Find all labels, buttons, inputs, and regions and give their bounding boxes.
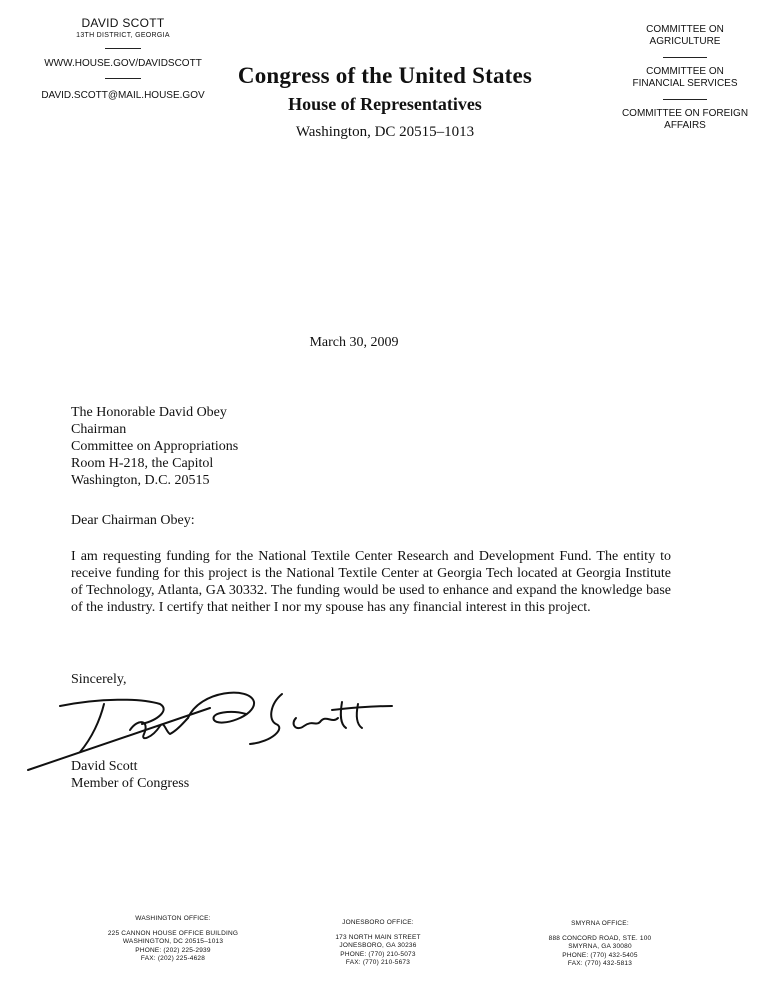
recipient-line: Washington, D.C. 20515 [71,473,210,488]
office-line: FAX: (770) 210-5673 [345,959,411,966]
divider [105,78,141,79]
committee-list [620,24,750,132]
office-line: SMYRNA, GA 30080 [568,943,632,950]
recipient-line: Chairman [71,422,127,437]
chamber-title: House of Representatives [288,94,482,114]
smyrna-office-address [520,920,680,969]
letterhead-title [220,62,550,142]
closing: Sincerely, [71,672,127,687]
member-name: DAVID SCOTT [81,16,165,30]
jonesboro-office-address [318,919,438,968]
website-link[interactable]: WWW.HOUSE.GOV/DAVIDSCOTT [44,58,202,69]
recipient-address [71,404,238,489]
office-line: PHONE: (770) 210-5073 [340,950,416,958]
office-line: FAX: (770) 432-5813 [567,960,633,967]
office-line: 173 NORTH MAIN STREET [335,933,421,941]
committee-agriculture: COMMITTEE ON AGRICULTURE [646,24,724,47]
email-link[interactable]: DAVID.SCOTT@MAIL.HOUSE.GOV [41,90,205,101]
office-title: SMYRNA OFFICE: [571,920,629,927]
committee-foreign-affairs: COMMITTEE ON FOREIGN AFFAIRS [621,108,749,131]
divider [663,57,707,58]
recipient-line: Committee on Appropriations [71,439,239,454]
institution-title: Congress of the United States [237,63,533,88]
office-line: FAX: (202) 225-4628 [140,955,206,962]
divider [105,48,141,49]
divider [663,99,707,100]
washington-office-address [88,915,258,964]
recipient-line: Room H-218, the Capitol [71,456,214,471]
letter-date: March 30, 2009 [309,335,399,350]
member-header [28,16,218,101]
member-district: 13TH DISTRICT, GEORGIA [76,32,170,39]
office-line: PHONE: (770) 432-5405 [562,951,638,959]
signer-name: David Scott [71,759,138,774]
office-line: PHONE: (202) 225-2939 [135,946,211,954]
recipient-line: The Honorable David Obey [71,405,227,420]
city-zip: Washington, DC 20515–1013 [295,124,475,140]
letter-body: I am requesting funding for the National Textile Center Research and Development Fund. The entity to receive funding for this project is the National Textile Center at Georgia Tech located at Georgia Institute of Technology, Atlanta, GA 30332. The funding would be used to enhance and expand the knowledge base of the industry. I certify that neither I nor my spouse has any financial interest in this project. [71,549,671,615]
signer-title: Member of Congress [71,776,190,791]
office-title: WASHINGTON OFFICE: [135,915,211,922]
office-title: JONESBORO OFFICE: [342,919,414,926]
salutation: Dear Chairman Obey: [71,513,195,528]
committee-financial-services: COMMITTEE ON FINANCIAL SERVICES [632,66,738,89]
office-line: WASHINGTON, DC 20515–1013 [122,938,224,945]
office-line: 888 CONCORD ROAD, STE. 100 [548,934,652,942]
signer-block [71,758,189,792]
office-line: 225 CANNON HOUSE OFFICE BUILDING [107,929,239,937]
office-line: JONESBORO, GA 30236 [339,942,417,949]
